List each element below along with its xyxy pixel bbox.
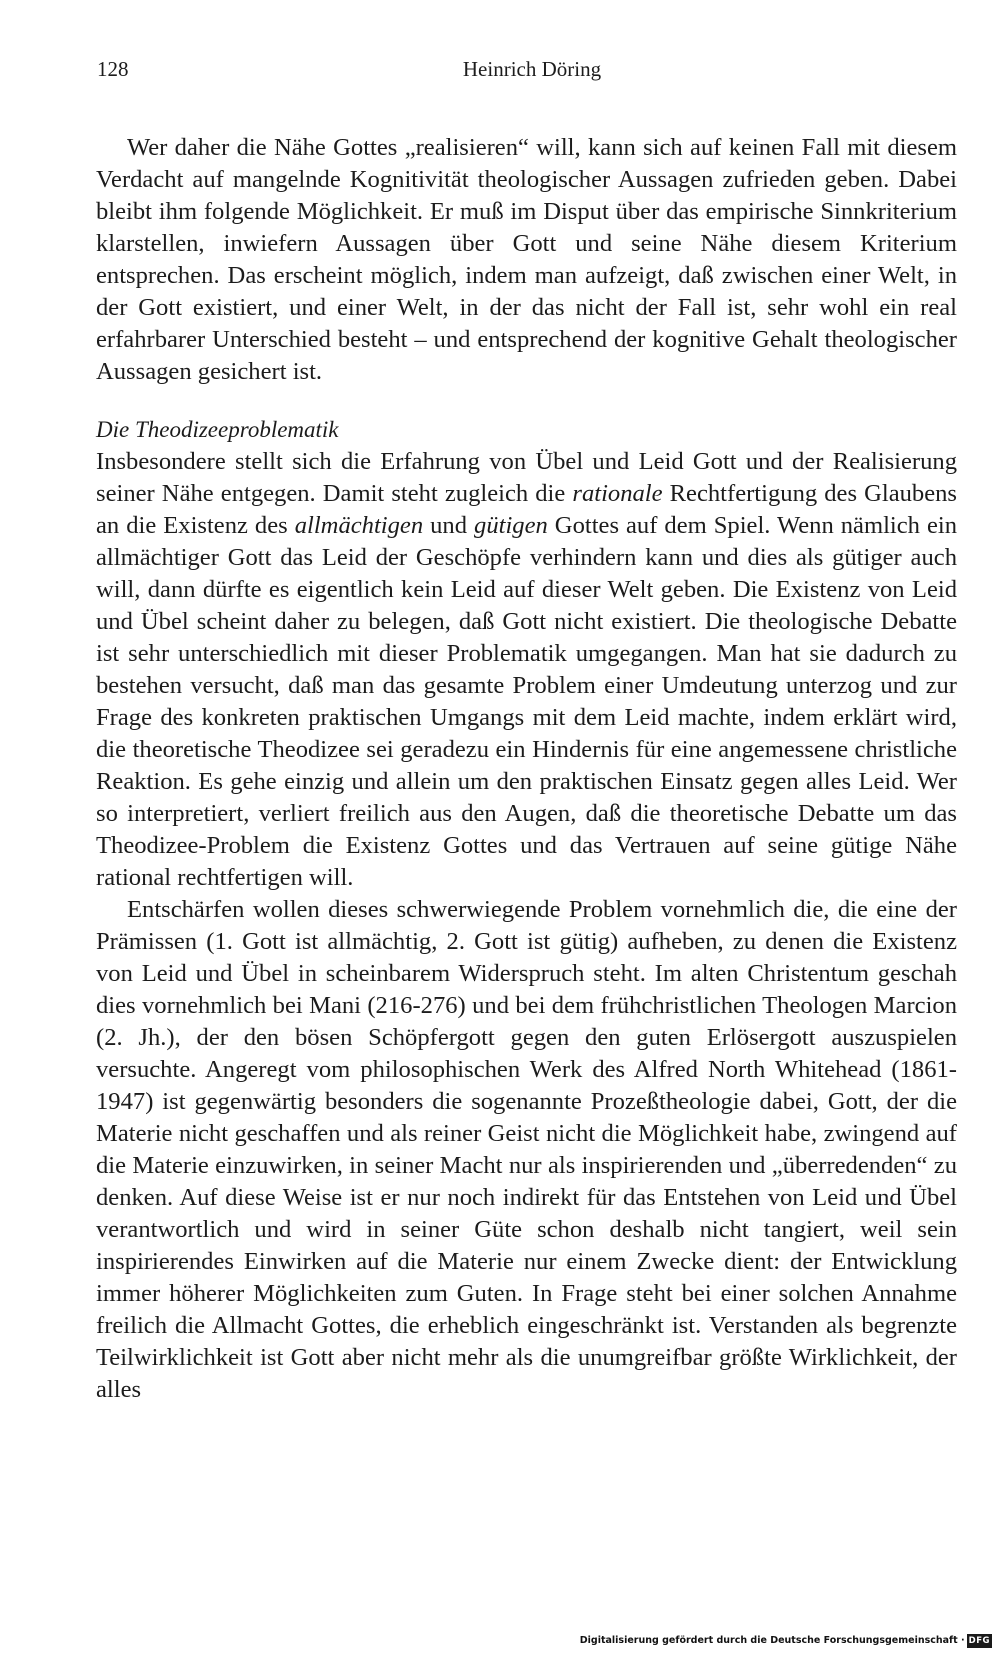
emphasis-allmaechtigen: allmächtigen — [294, 512, 424, 539]
footer-text: Digitalisierung gefördert durch die Deutsche Forschungsgemeinschaft · — [579, 1635, 965, 1646]
paragraph-text: und — [423, 512, 475, 539]
body-text — [96, 132, 957, 1406]
paragraph-entschaerfen: Entschärfen wollen dieses schwerwiegende Problem vornehmlich die, die eine der Prämissen (1. Gott ist allmächtig, 2. Gott ist gütig) aufheben, zu denen die Existenz von Leid und Übel in scheinbarem Widerspruch steht. Im alten Christentum geschah dies vornehmlich bei Mani (216-276) und bei dem frühchristlichen Theologen Marcion (2. Jh.), der den bösen Schöpfergott gegen den guten Erlösergott auszuspielen versuchte. Angeregt vom philosophischen Werk des Alfred North Whitehead (1861-1947) ist gegenwärtig besonders die sogenannte Prozeßtheologie dabei, Gott, der die Materie nicht geschaffen und als reiner Geist nicht die Möglichkeit habe, zwingend auf die Materie einzuwirken, in seiner Macht nur als inspirierenden und „überredenden“ zu denken. Auf diese Weise ist er nur noch indirekt für das Entstehen von Leid und Übel verantwortlich und wird in seiner Güte schon deshalb nicht tangiert, weil sein inspirierendes Einwirken auf die Materie nur einem Zwecke dient: der Entwicklung immer höherer Möglichkeiten zum Guten. In Frage steht bei einer solchen Annahme freilich die Allmacht Gottes, die erheblich eingeschränkt ist. Verstanden als begrenzte Teilwirklichkeit ist Gott aber nicht mehr als die unumgreifbar größte Wirklichkeit, der alles — [96, 896, 957, 1403]
page-header — [97, 54, 957, 84]
paragraph-text: Insbesondere stellt sich die Erfahrung von Übel und Leid Gott und der Realisierung seiner Nähe entgegen. Damit steht zugleich die — [96, 448, 957, 507]
running-head: Heinrich Döring — [462, 57, 602, 81]
emphasis-guetigen: gütigen — [474, 512, 548, 539]
page-number: 128 — [97, 57, 129, 81]
paragraph-realisieren: Wer daher die Nähe Gottes „realisieren“ will, kann sich auf keinen Fall mit diesem Verdacht auf mangelnde Kognitivität theologischer Aussagen zufrieden geben. Dabei bleibt ihm folgende Möglichkeit. Er muß im Disput über das empirische Sinnkriterium klarstellen, inwiefern Aussagen über Gott und seine Nähe diesem Kriterium entsprechen. Das erscheint möglich, indem man aufzeigt, daß zwischen einer Welt, in der Gott existiert, und einer Welt, in der das nicht der Fall ist, sehr wohl ein real erfahrbarer Unterschied besteht – und entsprechend der kognitive Gehalt theologischer Aussagen gesichert ist. — [96, 134, 957, 385]
paragraph-theodizee — [96, 446, 957, 894]
paragraph-text: Gottes auf dem Spiel. Wenn nämlich ein allmächtiger Gott das Leid der Geschöpfe verhindern kann und dies als gütiger auch will, dann dürfte es eigentlich kein Leid auf dieser Welt geben. Die Existenz von Leid und Übel scheint daher zu belegen, daß Gott nicht existiert. Die theologische Debatte ist sehr unterschiedlich mit dieser Problematik umgegangen. Man hat sie dadurch zu bestehen versucht, daß man das gesamte Problem einer Umdeutung unterzog und zur Frage des konkreten praktischen Umgangs mit dem Leid machte, indem erklärt wird, die theoretische Theodizee sei geradezu ein Hindernis für eine angemessene christliche Reaktion. Es gehe einzig und allein um den praktischen Einsatz gegen alles Leid. Wer so interpretiert, verliert freilich aus den Augen, daß die theoretische Debatte um das Theodizee-Problem die Existenz Gottes und das Vertrauen auf seine gütige Nähe rational rechtfertigen will. — [96, 512, 958, 891]
dfg-logo: DFG — [968, 1636, 990, 1646]
paragraph-text: Rechtfertigung des Glaubens an die Existenz des — [96, 480, 957, 539]
emphasis-rationale: rationale — [572, 480, 663, 507]
section-heading: Die Theodizeeproblematik — [96, 417, 339, 442]
digitization-footer — [580, 1634, 992, 1648]
